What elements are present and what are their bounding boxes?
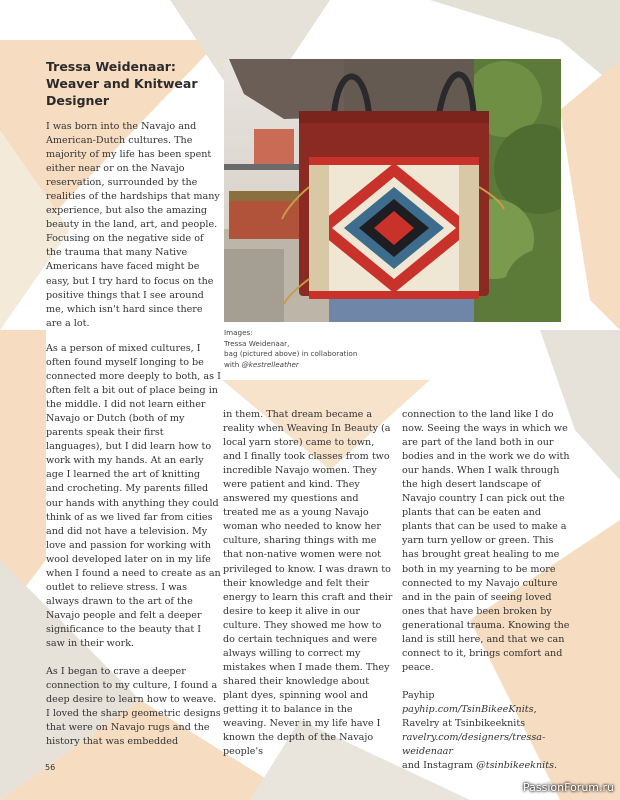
article-column-1-bottom [46,342,221,763]
body-paragraph: As a person of mixed cultures, I often found myself longing to be connected more deeply to both, as I often felt a bit out of place being in the middle. I did not learn either Navajo or Dutch (both of my parents speak their first languages), but I did learn how to work with my hands. At an early age I learned the art of knitting and crocheting. My parents filled our hands with anything they could think of as we lived far from cities and did not have a television. My love and passion for working with wool developed later on in my life when I found a need to create as an outlet to relieve stress. I was always drawn to the art of the Navajo people and felt a deeper significance to the beauty that I saw in their work. [46,343,221,649]
article-title [46,58,221,109]
page-number: 56 [45,763,56,772]
separator: , [533,703,537,715]
caption-handle-link[interactable]: @kestrelleather [241,359,299,369]
ravelry-link[interactable]: ravelry.com/designers/tressa-weidenaar [402,732,546,758]
bag-photo [224,59,561,322]
caption-prefix: with [224,359,242,369]
caption-line: Tressa Weidenaar, [224,338,290,348]
instagram-link[interactable]: @tsinbikeeknits [476,760,554,772]
designer-links [402,689,572,773]
body-paragraph: in them. That dream became a reality when Weaving In Beauty (a local yarn store) came to town, and I finally took classes from two incredible Navajo women. They were patient and kind. They answered my questions and treated me as a young Navajo woman who needed to know her culture, sharing things with me that non-native women were not privileged to know. I was drawn to their knowledge and felt their energy to learn this craft and their desire to keep it alive in our culture. They showed me how to do certain techniques and were always willing to correct my mistakes when I made them. They shared their knowledge about plant dyes, spinning wool and getting it to balance in the weaving. Never in my life have I known the depth of the Navajo people's [223,409,393,758]
body-paragraph: connection to the land like I do now. Seeing the ways in which we are part of the land both in our bodies and in the work we do with our hands. When I walk through the high desert landscape of Navajo country I can pick out the plants that can be eaten and plants that can be used to make a yarn turn yellow or green. This has brought great healing to me both in my yearning to be more connected to my Navajo culture and in the pain of seeing loved ones that have been broken by generational trauma. Knowing the land is still here, and that we can connect to it, brings comfort and peace. [402,409,570,673]
caption-line: bag (pictured above) in collaboration [224,349,358,358]
title-line: Tressa Weidenaar: [46,59,176,74]
caption-line: Images: [224,328,253,337]
payhip-link[interactable]: payhip.com/TsinBikeeKnits [402,703,534,715]
payhip-label: Payhip [402,689,435,701]
article-column-2 [223,408,395,773]
image-caption [224,328,404,370]
article-column-3 [402,408,572,787]
body-paragraph: As I began to crave a deeper connection to my culture, I found a deep desire to learn how to weave. I loved the sharp geometric designs that were on Navajo rugs and the history that was embedded [46,666,221,748]
ravelry-label: Ravelry at Tsinbikeeknits [402,717,526,729]
title-line: Weaver and Knitwear [46,76,198,91]
watermark-text: PassionForum.ru [523,781,614,794]
article-column-1-top [46,120,221,345]
caption-line [224,360,404,371]
body-paragraph: I was born into the Navajo and American-Dutch cultures. The majority of my life has been spent either near or on the Navajo reservation, surrounded by the realities of the hardships that many experience, but also the amazing beauty in the land, art, and people. Focusing on the negative side of the trauma that many Native Americans have faced might be easy, but I try hard to focus on the positive things that I see around me, which isn't hard since there are a lot. [46,121,220,329]
period: . [554,760,558,772]
title-line: Designer [46,93,110,108]
instagram-label: and Instagram [402,760,477,772]
photo-illustration [224,59,561,322]
